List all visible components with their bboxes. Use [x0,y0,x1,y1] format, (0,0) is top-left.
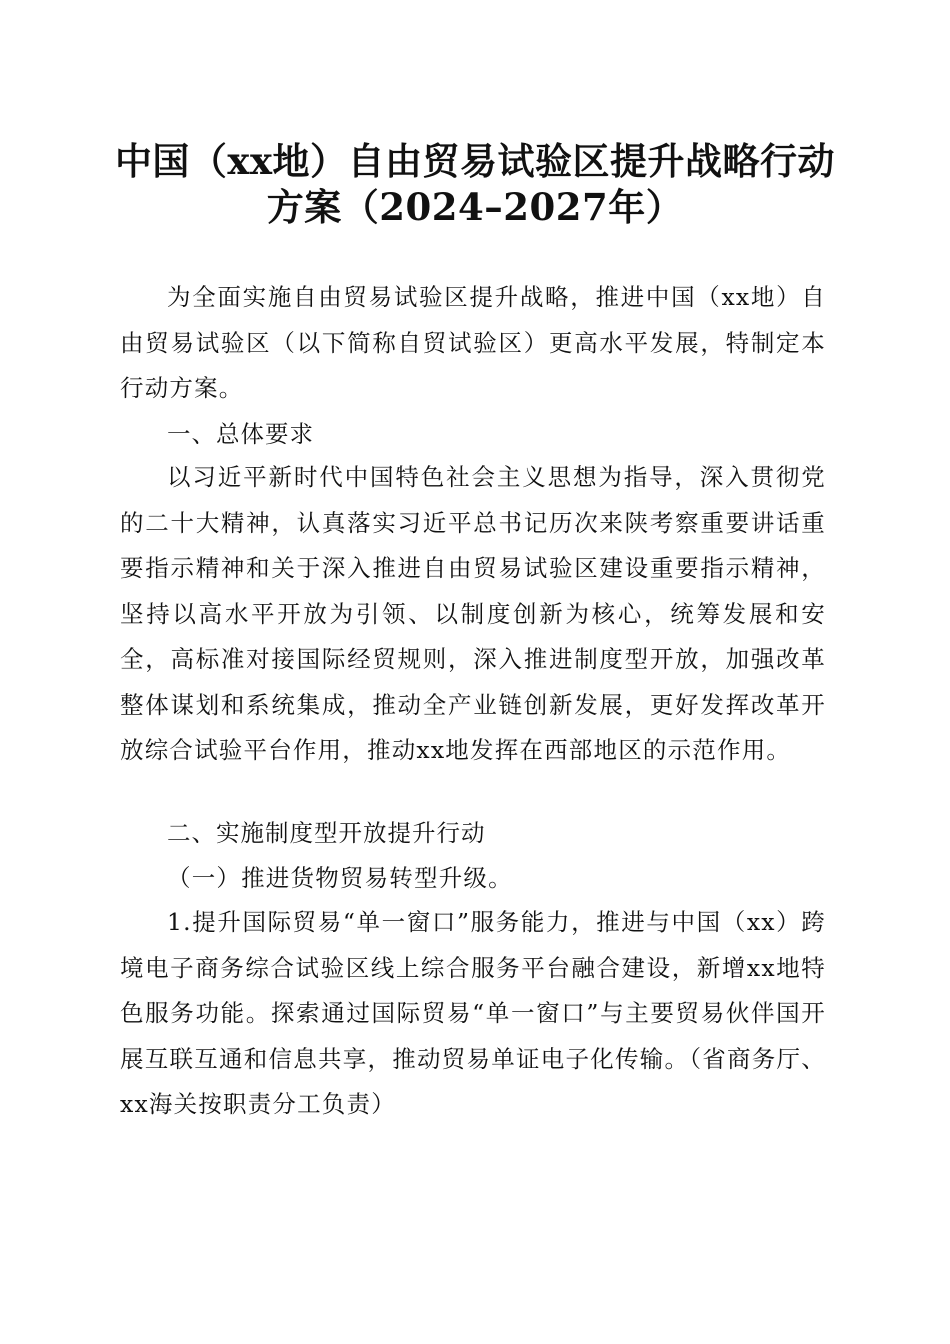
intro-paragraph: 为全面实施自由贸易试验区提升战略，推进中国（xx地）自由贸易试验区（以下简称自贸试验区）更高水平发展，特制定本行动方案。 [120,283,826,402]
subsection-1-heading: （一）推进货物贸易转型升级。 [167,864,513,892]
document-title-line-1: 中国（xx地）自由贸易试验区提升战略行动 [114,139,836,183]
item-1-paragraph: 1.提升国际贸易“单一窗口”服务能力，推进与中国（xx）跨境电子商务综合试验区线上综合服务平台融合建设，新增xx地特色服务功能。探索通过国际贸易“单一窗口”与主要贸易伙伴国开展互联互通和信息共享，推动贸易单证电子化传输。（省商务厅、xx海关按职责分工负责） [120,908,826,1118]
section-1-heading: 一、总体要求 [167,420,314,448]
section-1-paragraph: 以习近平新时代中国特色社会主义思想为指导，深入贯彻党的二十大精神，认真落实习近平总书记历次来陕考察重要讲话重要指示精神和关于深入推进自由贸易试验区建设重要指示精神，坚持以高水平开放为引领、以制度创新为核心，统筹发展和安全，高标准对接国际经贸规则，深入推进制度型开放，加强改革整体谋划和系统集成，推动全产业链创新发展，更好发挥改革开放综合试验平台作用，推动xx地发挥在西部地区的示范作用。 [120,463,826,764]
document-title-line-2: 方案（2024–2027年） [266,185,684,229]
section-2-heading: 二、实施制度型开放提升行动 [167,819,486,847]
